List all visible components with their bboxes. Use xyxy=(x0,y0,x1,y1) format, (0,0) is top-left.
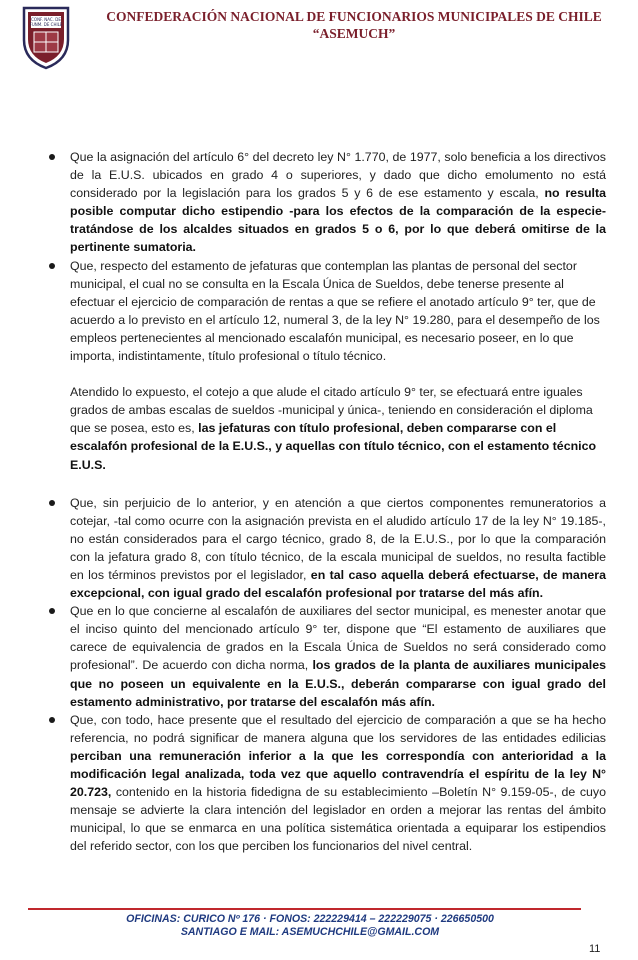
page-number: 11 xyxy=(589,943,601,955)
bullet-list-1 xyxy=(70,148,606,365)
bullet-bold-text: no resulta posible computar dicho estipendio -para los efectos de la comparación de la especie- tratándose de los alcaldes situados en grados 5 o 6, por lo que deberá omitirse de la pertinente sumatoria. xyxy=(70,186,606,255)
bullet-icon xyxy=(49,154,55,160)
bullet-icon xyxy=(49,717,55,723)
bullet-item xyxy=(70,711,606,856)
logo-text-line1: CONF. NAC. DE xyxy=(31,17,61,22)
bullet-text: Que, respecto del estamento de jefaturas que contemplan las plantas de personal del sector municipal, el cual no se consulta en la Escala Única de Sueldos, debe tenerse presente al efectuar el ejercicio de comparación de rentas a que se refiere el anotado artículo 9° ter, que de acuerdo a lo previsto en el artículo 12, numeral 3, de la ley N° 19.280, para el desempeño de los empleos pertenecientes al mencionado escalafón municipal, es necesario poseer, en lo que importa, indistintamente, título profesional o título técnico. xyxy=(70,258,600,364)
bullet-bold-text: perciban una remuneración inferior a la que les correspondía con anterioridad a la modificación legal analizada, toda vez que aquello contravendría el espíritu de la ley N° 20.723, xyxy=(70,748,606,800)
header-title xyxy=(80,8,628,42)
bullet-text: Que, sin perjuicio de lo anterior, y en atención a que ciertos componentes remuneratorios a cotejar, -tal como ocurre con la asignación prevista en el aludido artículo 17 de la ley N° 19.185-, no están considerados para el cargo técnico, grado 8, de la E.U.S., por lo que la comparación con la jefatura grado 8, con título técnico, de la escala municipal de sueldos, no resulta factible en los términos previstos por el legislador, xyxy=(70,495,606,582)
bullet-icon xyxy=(49,500,55,506)
bullet-icon xyxy=(49,263,55,269)
document-body xyxy=(70,148,606,855)
bullet-text-continued: contenido en la historia fidedigna de su establecimiento –Boletín N° 9.159-05-, de cuyo mensaje se advierte la clara intención del legislador en orden a mejorar las rentas del ámbito municipal, lo que se enmarca en una política sistemática orientada a equiparar los estipendios del referido sector, con los que perciben los funcionarios del nivel central. xyxy=(70,785,606,854)
paragraph xyxy=(70,383,606,473)
org-name: CONFEDERACIÓN NACIONAL DE FUNCIONARIOS MUNICIPALES DE CHILE xyxy=(106,9,602,24)
asemuch-logo xyxy=(20,4,72,70)
bullet-bold-text: los grados de la planta de auxiliares municipales que no poseen un equivalente en la E.U.S., deberán compararse con igual grado del estamento administrativo, por tratarse del escalafón más afín. xyxy=(70,658,606,709)
bullet-item xyxy=(70,602,606,711)
bullet-text: Que en lo que concierne al escalafón de auxiliares del sector municipal, es menester anotar que el inciso quinto del mencionado artículo 9° ter, dispone que “El estamento de auxiliares que carece de equivalencia de grados en la Escala Única de Sueldos no será considerado como profesional”. De acuerdo con dicha norma, xyxy=(70,604,606,673)
bullet-text: Que, con todo, hace presente que el resultado del ejercicio de comparación a que se ha hecho referencia, no podrá significar de manera alguna que los servidores de las entidades edilicias xyxy=(70,712,606,745)
paragraph-bold-text: las jefaturas con título profesional, deben compararse con el escalafón profesional de la E.U.S., y aquellas con título técnico, con el estamento técnico E.U.S. xyxy=(70,421,597,472)
org-acronym: “ASEMUCH” xyxy=(312,26,396,41)
bullet-list-2 xyxy=(70,494,606,856)
footer-contact-line: OFICINAS: CURICO Nº 176 · FONOS: 222229414 – 222229075 · 226650500 xyxy=(126,913,494,925)
bullet-bold-text: en tal caso aquella deberá efectuarse, de manera excepcional, con igual grado del escalafón profesional por tratarse del más afín. xyxy=(70,567,606,601)
paragraph-text: Atendido lo expuesto, el cotejo a que alude el citado artículo 9° ter, se efectuará entre iguales grados de ambas escalas de sueldos -municipal y única-, teniendo en consideración el diploma que se posea, esto es, xyxy=(70,385,593,436)
bullet-icon xyxy=(49,608,55,614)
logo-text-line2: FUNM. DE CHILE xyxy=(29,22,63,27)
bullet-item xyxy=(70,148,606,257)
bullet-text: Que la asignación del artículo 6° del decreto ley N° 1.770, de 1977, solo beneficia a los directivos de la E.U.S. ubicados en grado 4 o superiores, y dado que dicho emolumento no está considerado por la legislación para los grados 5 y 6 de ese estamento y escala, xyxy=(70,150,606,201)
footer-email-line: SANTIAGO E MAIL: ASEMUCHCHILE@GMAIL.COM xyxy=(180,926,440,938)
bullet-item xyxy=(70,257,606,366)
footer-divider xyxy=(28,908,581,910)
bullet-item xyxy=(70,494,606,603)
footer xyxy=(80,913,540,939)
